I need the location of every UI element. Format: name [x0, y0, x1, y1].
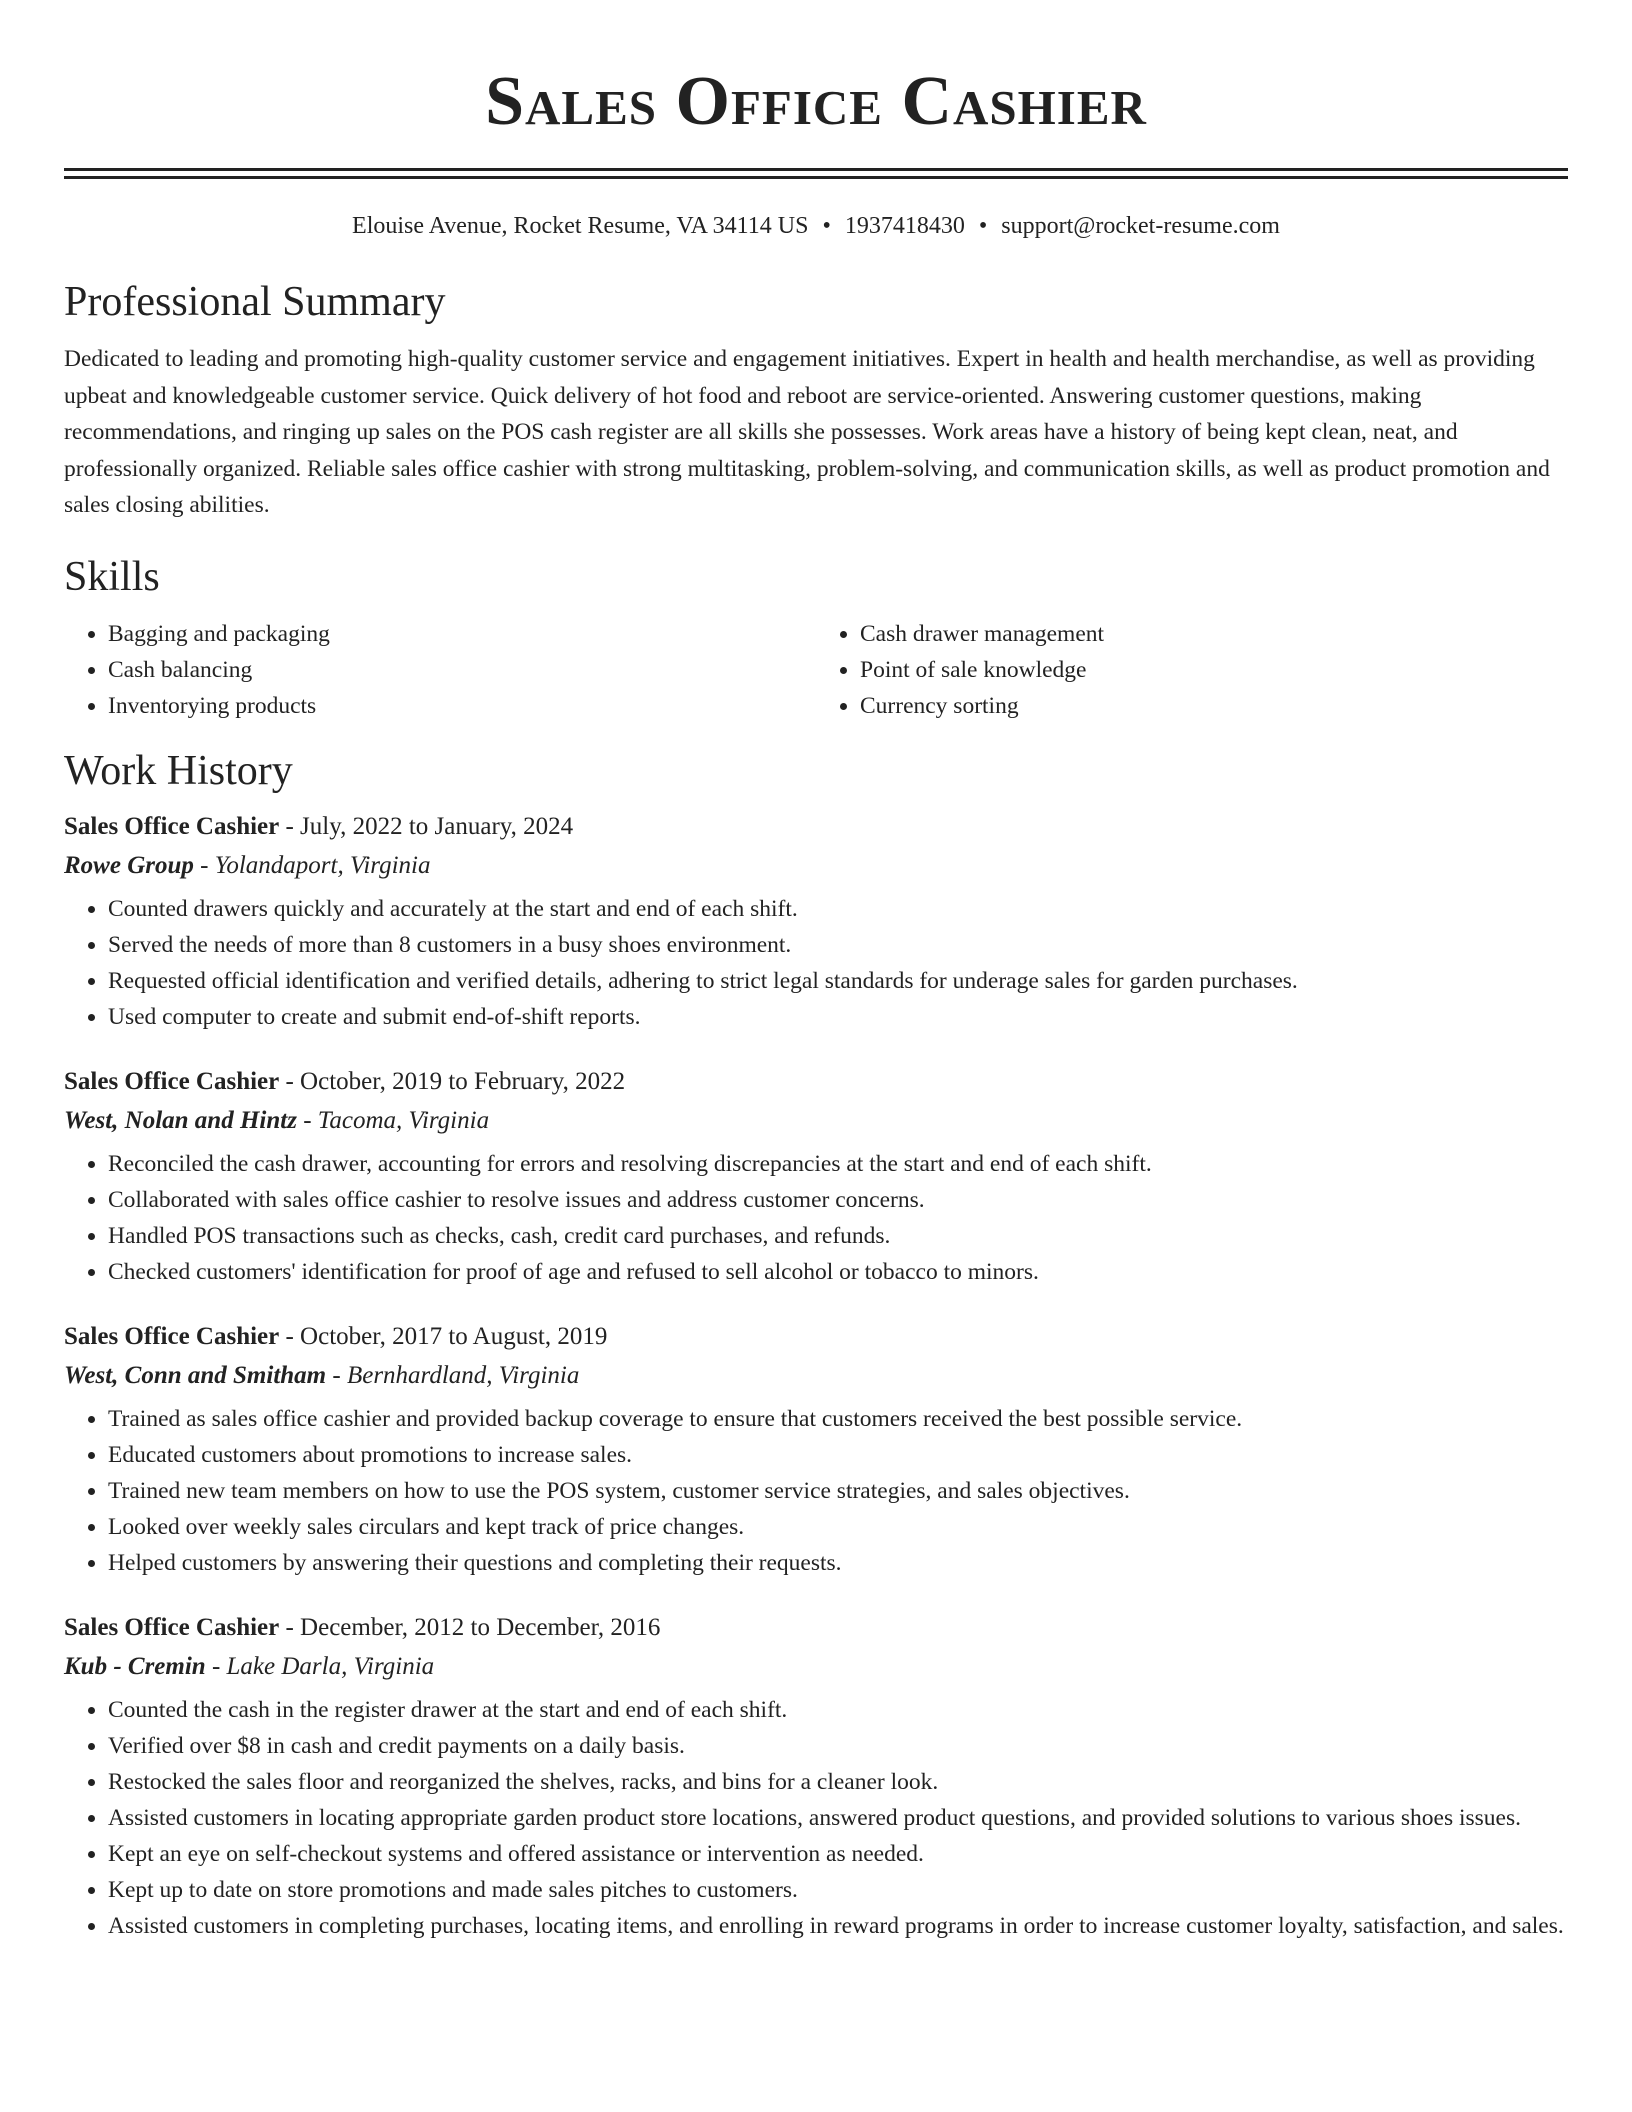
job-duty-item: • Checked customers' identification for proof of age and refused to sell alcohol or tobacco to minors.: [108, 1254, 1568, 1290]
job-employer: [64, 849, 1568, 883]
job-title: Sales Office Cashier: [64, 1067, 280, 1095]
job-duty-item: • Trained new team members on how to use the POS system, customer service strategies, and sales objectives.: [108, 1473, 1568, 1509]
job-duty-item: • Kept an eye on self-checkout systems and offered assistance or intervention as needed.: [108, 1836, 1568, 1872]
job-dates: - December, 2012 to December, 2016: [279, 1613, 661, 1641]
job-header: [64, 1320, 1568, 1354]
job-duty-item: • Collaborated with sales office cashier to resolve issues and address customer concerns.: [108, 1182, 1568, 1218]
job-employer: [64, 1104, 1568, 1138]
job-duty-item: • Verified over $8 in cash and credit payments on a daily basis.: [108, 1728, 1568, 1764]
job-dates: - October, 2019 to February, 2022: [279, 1067, 626, 1095]
job-duty-item: • Handled POS transactions such as checks, cash, credit card purchases, and refunds.: [108, 1218, 1568, 1254]
work-history-heading: Work History: [64, 747, 293, 794]
contact-phone: 1937418430: [844, 213, 965, 239]
skills-heading: Skills: [64, 553, 160, 600]
job-employer: [64, 1359, 1568, 1393]
skill-item: • Point of sale knowledge: [860, 652, 1568, 688]
job-duty-item: • Reconciled the cash drawer, accounting for errors and resolving discrepancies at the start and end of each shift.: [108, 1146, 1568, 1182]
job-entry: [64, 1611, 1568, 1944]
job-duty-item: • Assisted customers in completing purchases, locating items, and enrolling in reward programs in order to increase customer loyalty, satisfaction, and sales.: [108, 1908, 1568, 1944]
job-dates: - July, 2022 to January, 2024: [279, 812, 574, 840]
job-company: Rowe Group: [64, 851, 194, 879]
job-location: - Bernhardland, Virginia: [326, 1361, 580, 1389]
job-duty-item: • Looked over weekly sales circulars and kept track of price changes.: [108, 1509, 1568, 1545]
job-duty-item: • Assisted customers in locating appropriate garden product store locations, answered product questions, and provided solutions to various shoes issues.: [108, 1800, 1568, 1836]
job-entry: [64, 810, 1568, 1035]
job-entry: [64, 1065, 1568, 1290]
job-location: - Yolandaport, Virginia: [193, 851, 431, 879]
contact-separator: •: [822, 213, 831, 239]
skill-item: • Cash drawer management: [860, 616, 1568, 652]
job-company: Kub - Cremin: [64, 1652, 206, 1680]
job-duty-item: • Helped customers by answering their questions and completing their requests.: [108, 1545, 1568, 1581]
skill-item: • Cash balancing: [108, 652, 816, 688]
job-company: West, Nolan and Hintz: [64, 1106, 297, 1134]
job-duties: [64, 1401, 1568, 1581]
job-duty-item: • Trained as sales office cashier and provided backup coverage to ensure that customers received the best possible service.: [108, 1401, 1568, 1437]
job-title: Sales Office Cashier: [64, 812, 280, 840]
summary-heading: Professional Summary: [64, 279, 446, 325]
skills-list: [64, 616, 1568, 724]
job-header: [64, 810, 1568, 844]
job-header: [64, 1065, 1568, 1099]
job-entry: [64, 1320, 1568, 1581]
resume-name: Sales Office Cashier: [485, 63, 1147, 140]
contact-line: [64, 211, 1568, 241]
job-location: - Lake Darla, Virginia: [205, 1652, 435, 1680]
summary-text: Dedicated to leading and promoting high-quality customer service and engagement initiatives. Expert in health and health merchandise, as well as providing upbeat and knowledgeable customer service. Quick delivery of hot food and reboot are service-oriented. Answering customer questions, making recommendations, and ringing up sales on the POS cash register are all skills she possesses. Work areas have a history of being kept clean, neat, and professionally organized. Reliable sales office cashier with strong multitasking, problem-solving, and communication skills, as well as product promotion and sales closing abilities.: [64, 346, 1550, 518]
job-duty-item: • Requested official identification and verified details, adhering to strict legal standards for underage sales for garden purchases.: [108, 963, 1568, 999]
job-duty-item: • Served the needs of more than 8 customers in a busy shoes environment.: [108, 927, 1568, 963]
skill-item: • Inventorying products: [108, 688, 816, 724]
skill-item: • Bagging and packaging: [108, 616, 816, 652]
skills-column-left: [64, 616, 816, 724]
job-duty-item: • Counted drawers quickly and accurately at the start and end of each shift.: [108, 891, 1568, 927]
job-header: [64, 1611, 1568, 1645]
job-duty-item: • Counted the cash in the register drawer at the start and end of each shift.: [108, 1692, 1568, 1728]
job-duty-item: • Restocked the sales floor and reorganized the shelves, racks, and bins for a cleaner look.: [108, 1764, 1568, 1800]
job-title: Sales Office Cashier: [64, 1322, 280, 1350]
header-double-rule: [64, 168, 1568, 179]
job-company: West, Conn and Smitham: [64, 1361, 327, 1389]
contact-email: support@rocket-resume.com: [1001, 213, 1280, 239]
job-title: Sales Office Cashier: [64, 1613, 280, 1641]
job-dates: - October, 2017 to August, 2019: [279, 1322, 608, 1350]
job-duty-item: • Educated customers about promotions to increase sales.: [108, 1437, 1568, 1473]
contact-separator: •: [978, 213, 988, 239]
job-employer: [64, 1650, 1568, 1684]
job-location: - Tacoma, Virginia: [296, 1106, 490, 1134]
job-duties: [64, 1692, 1568, 1944]
skills-column-right: [816, 616, 1568, 724]
job-duties: [64, 1146, 1568, 1290]
skill-item: • Currency sorting: [860, 688, 1568, 724]
contact-address: Elouise Avenue, Rocket Resume, VA 34114 US: [352, 213, 809, 239]
job-duties: [64, 891, 1568, 1035]
job-duty-item: • Kept up to date on store promotions and made sales pitches to customers.: [108, 1872, 1568, 1908]
job-duty-item: • Used computer to create and submit end-of-shift reports.: [108, 999, 1568, 1035]
